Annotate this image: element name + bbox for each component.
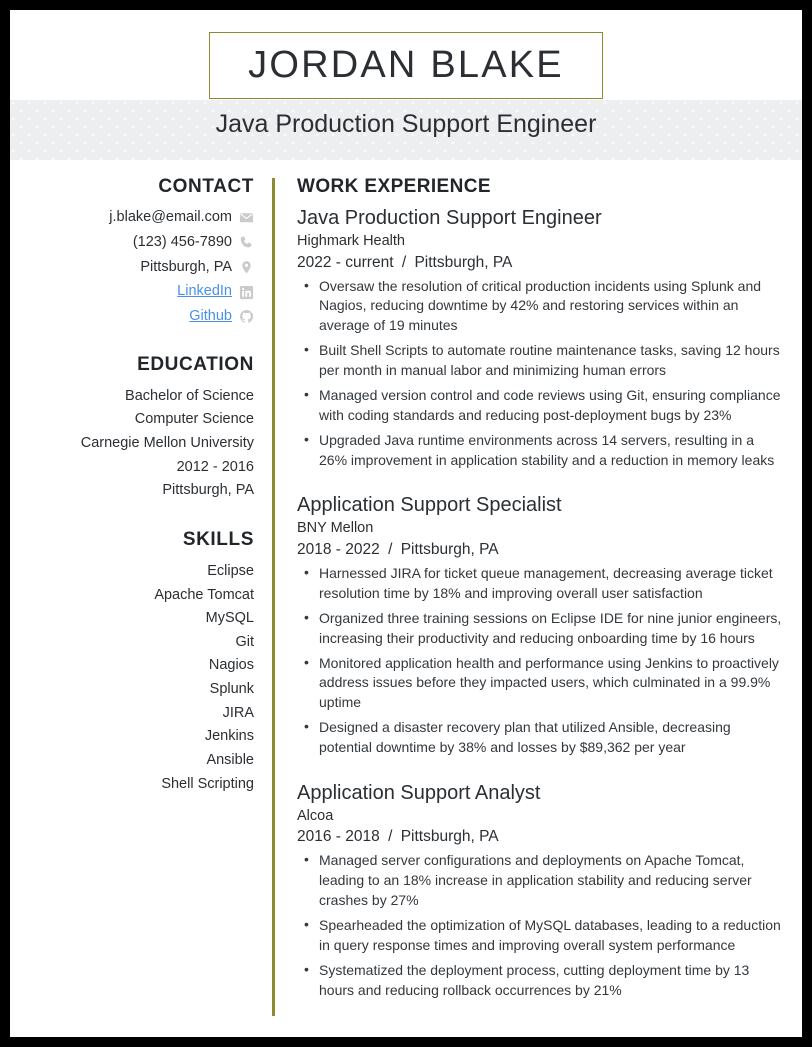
skill-item: Apache Tomcat (154, 586, 254, 603)
job-entry (297, 780, 784, 1001)
education-section (10, 354, 254, 503)
job-meta (297, 539, 784, 561)
job-role: Application Support Specialist (297, 494, 562, 517)
job-company: BNY Mellon (297, 520, 374, 537)
job-entry (297, 492, 784, 757)
job-bullet: • Oversaw the resolution of critical production incidents using Splunk and Nagios, reducing downtime by 42% and restoring services within an average of 19 minutes (297, 277, 784, 337)
contact-item-linkedin[interactable] (10, 281, 254, 303)
skill-item: MySQL (205, 610, 254, 627)
education-school: Carnegie Mellon University (80, 435, 254, 451)
resume-page (10, 10, 802, 1037)
job-location: Pittsburgh, PA (400, 541, 499, 559)
resume-header (10, 10, 802, 162)
envelope-icon (239, 210, 254, 225)
job-bullet: • Spearheaded the optimization of MySQL databases, leading to a reduction in query response times and improving overall system performance (297, 916, 784, 956)
phone-icon (239, 235, 254, 250)
work-experience-heading: WORK EXPERIENCE (297, 176, 491, 197)
job-location: Pittsburgh, PA (414, 253, 513, 271)
job-dates: 2022 - current (297, 253, 394, 271)
contact-item-phone (10, 232, 254, 254)
skills-section (10, 529, 254, 796)
github-icon[interactable] (239, 309, 254, 324)
job-bullet: • Systematized the deployment process, cutting deployment time by 13 hours and reducing rollback occurrences by 21% (297, 961, 784, 1001)
job-company: Alcoa (297, 807, 334, 824)
job-bullet: • Managed version control and code reviews using Git, ensuring compliance with coding standards and reducing post-deployment bugs by 23% (297, 386, 784, 426)
skills-heading: SKILLS (182, 528, 254, 550)
job-meta (297, 826, 784, 848)
job-role: Application Support Analyst (297, 781, 541, 804)
location-pin-icon (239, 260, 254, 275)
job-bullet: • Designed a disaster recovery plan that utilized Ansible, decreasing potential downtime by 38% and losses by $89,362 per year (297, 718, 784, 758)
work-experience-section (275, 176, 802, 1037)
job-company: Highmark Health (297, 233, 405, 249)
job-bullet: • Built Shell Scripts to automate routine maintenance tasks, saving 12 hours per month in manual labor and minimizing human errors (297, 341, 784, 381)
skill-item: Eclipse (207, 562, 254, 579)
job-bullet: • Upgraded Java runtime environments across 14 servers, resulting in a 26% improvement in application stability and a reduction in memory leaks (297, 431, 784, 471)
skill-item: Splunk (209, 681, 254, 697)
job-entry (297, 205, 784, 470)
contact-item-email (10, 207, 254, 229)
linkedin-icon[interactable] (239, 285, 254, 300)
job-meta-separator: / (388, 828, 393, 846)
contact-heading: CONTACT (158, 176, 254, 197)
job-bullet: • Managed server configurations and deployments on Apache Tomcat, leading to an 18% increase in application stability and reducing server crashes by 27% (297, 851, 784, 911)
education-location: Pittsburgh, PA (162, 482, 254, 499)
resume-body (10, 162, 802, 1037)
contact-section (10, 176, 254, 328)
education-major: Computer Science (134, 411, 254, 428)
skill-item: Shell Scripting (161, 775, 254, 792)
job-bullet-list (297, 564, 784, 758)
skill-item: Jenkins (204, 728, 254, 745)
skill-item: Ansible (206, 751, 254, 768)
job-dates: 2016 - 2018 (297, 828, 380, 846)
candidate-job-title: Java Production Support Engineer (215, 110, 597, 138)
contact-item-location (10, 257, 254, 279)
job-bullet-list (297, 851, 784, 1000)
github-link-text[interactable]: Github (189, 308, 232, 324)
skill-item: JIRA (222, 704, 254, 721)
job-bullet: • Monitored application health and performance using Jenkins to proactively address issues before they impacted users, which culminated in a 99.9% uptime (297, 654, 784, 714)
job-role: Java Production Support Engineer (297, 207, 602, 229)
contact-email-text: j.blake@email.com (109, 209, 232, 225)
skill-item: Nagios (208, 657, 254, 674)
job-meta-separator: / (401, 253, 407, 271)
sidebar (10, 176, 272, 1037)
skill-item: Git (235, 633, 254, 650)
linkedin-link-text[interactable]: LinkedIn (177, 283, 232, 300)
contact-location-text: Pittsburgh, PA (140, 258, 232, 275)
education-degree: Bachelor of Science (125, 387, 254, 404)
name-box (209, 32, 603, 99)
job-location: Pittsburgh, PA (400, 828, 499, 846)
job-dates: 2018 - 2022 (297, 541, 380, 559)
job-bullet: • Harnessed JIRA for ticket queue management, decreasing average ticket resolution time by 18% and improving overall user satisfaction (297, 564, 784, 604)
job-meta-separator: / (388, 541, 393, 559)
candidate-name: JORDAN BLAKE (248, 44, 564, 86)
job-meta (297, 252, 784, 274)
education-heading: EDUCATION (137, 353, 254, 375)
contact-item-github[interactable] (10, 306, 254, 328)
education-dates: 2012 - 2016 (176, 458, 254, 475)
contact-phone-text: (123) 456-7890 (132, 233, 232, 250)
job-bullet-list (297, 277, 784, 471)
job-bullet: • Organized three training sessions on Eclipse IDE for nine junior engineers, increasing their productivity and reducing onboarding time by 16 hours (297, 609, 784, 649)
